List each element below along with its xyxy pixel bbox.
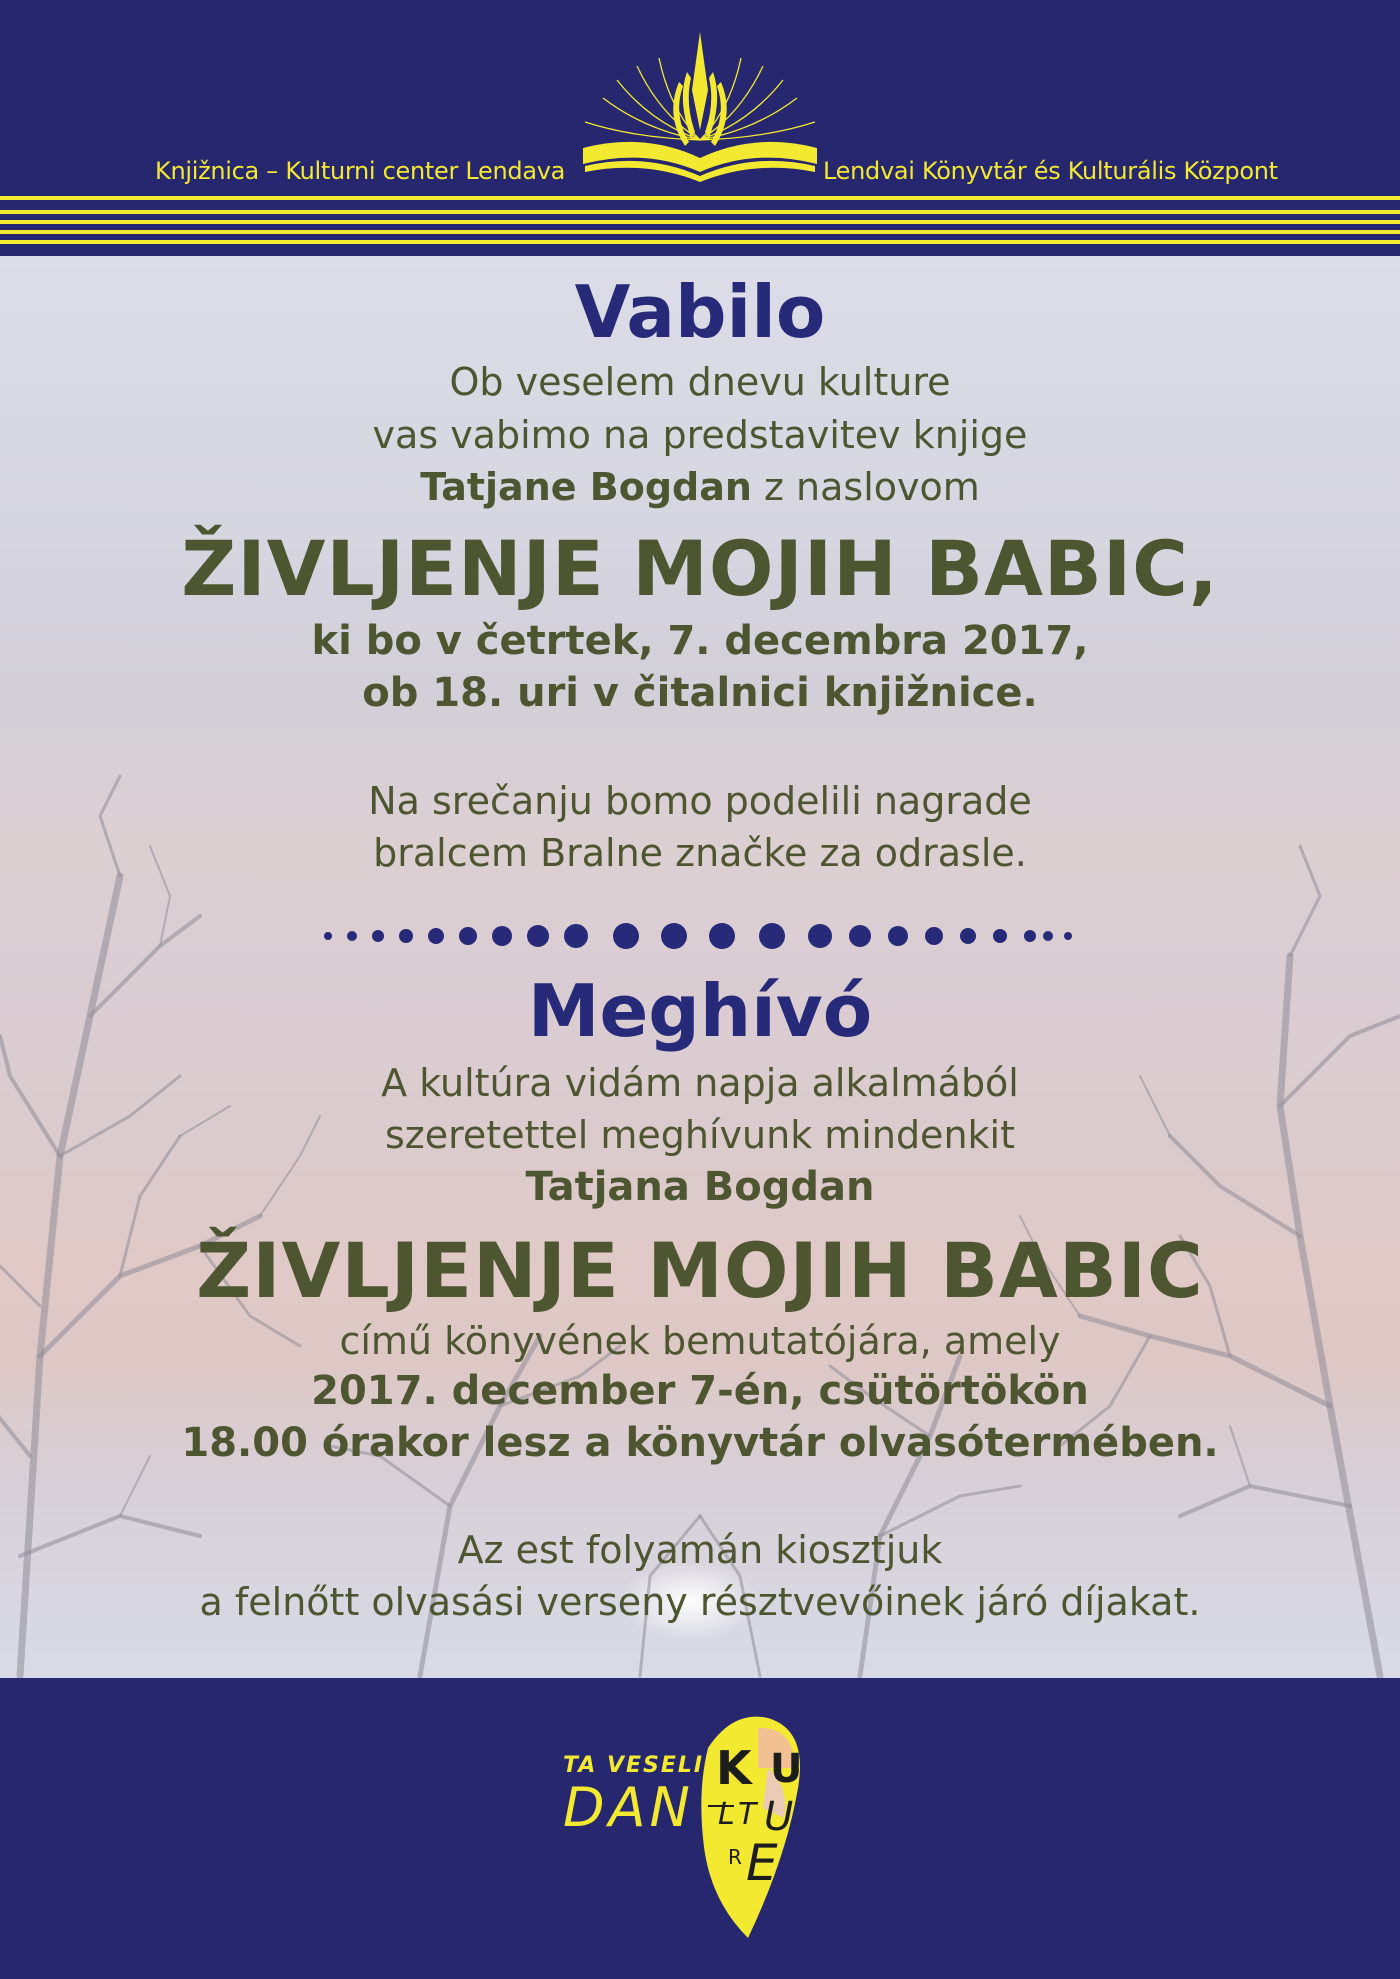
letter-k: K: [716, 1741, 752, 1795]
ta-veseli-dan-kulture-logo-icon: [558, 1708, 848, 1938]
slovene-note-1: Na srečanju bomo podelili nagrade: [368, 779, 1032, 823]
letter-e: E: [746, 1834, 778, 1892]
hungarian-line-3: című könyvének bemutatójára, amely: [339, 1319, 1061, 1363]
slovene-book-title: ŽIVLJENJE MOJIH BABIC,: [181, 524, 1219, 613]
letter-r: R: [728, 1845, 742, 1869]
hungarian-note-2: a felnőtt olvasási verseny résztvevőinek járó díjakat.: [199, 1580, 1201, 1624]
slovene-line-1: Ob veselem dnevu kulture: [449, 360, 951, 404]
slovene-note-2: bralcem Bralne značke za odrasle.: [373, 831, 1027, 875]
hungarian-line-1: A kultúra vidám napja alkalmából: [381, 1061, 1019, 1105]
header-right-text: Lendvai Könyvtár és Kulturális Központ: [823, 157, 1278, 185]
hungarian-author: Tatjana Bogdan: [525, 1164, 875, 1210]
slovene-date-line: ki bo v četrtek, 7. decembra 2017,: [311, 618, 1089, 664]
header-left-text: Knjižnica – Kulturni center Lendava: [155, 157, 566, 185]
hungarian-line-2: szeretettel meghívunk mindenkit: [385, 1113, 1015, 1157]
header-stripes: [0, 196, 1400, 256]
letter-u-2: U: [764, 1794, 794, 1840]
hungarian-heading: Meghívó: [527, 969, 873, 1053]
ta-veseli-text: TA VESELI: [563, 1753, 705, 1778]
hungarian-time-line: 18.00 órakor lesz a könyvtár olvasótermében.: [181, 1420, 1219, 1466]
slovene-author-line: [0, 465, 1400, 509]
letter-u-1: U: [770, 1746, 803, 1792]
header-banner: [0, 0, 1400, 200]
hungarian-date-line: 2017. december 7-én, csütörtökön: [311, 1368, 1089, 1414]
dotted-divider: [0, 916, 1400, 956]
dan-text: DAN: [563, 1776, 694, 1839]
slovene-heading: Vabilo: [574, 270, 826, 354]
hungarian-note-1: Az est folyamán kiosztjuk: [457, 1528, 943, 1572]
footer-banner: [0, 1678, 1400, 1979]
letter-l: L: [718, 1797, 735, 1832]
sunset-tree-background: [0, 256, 1400, 1678]
hungarian-book-title: ŽIVLJENJE MOJIH BABIC: [196, 1226, 1204, 1315]
slovene-author-name: Tatjane Bogdan: [420, 465, 752, 509]
library-book-logo-icon: [575, 20, 825, 195]
letter-t: T: [738, 1797, 757, 1832]
slovene-time-line: ob 18. uri v čitalnici knjižnice.: [362, 670, 1038, 716]
slovene-author-suffix: z naslovom: [751, 465, 980, 509]
slovene-line-2: vas vabimo na predstavitev knjige: [372, 413, 1028, 457]
